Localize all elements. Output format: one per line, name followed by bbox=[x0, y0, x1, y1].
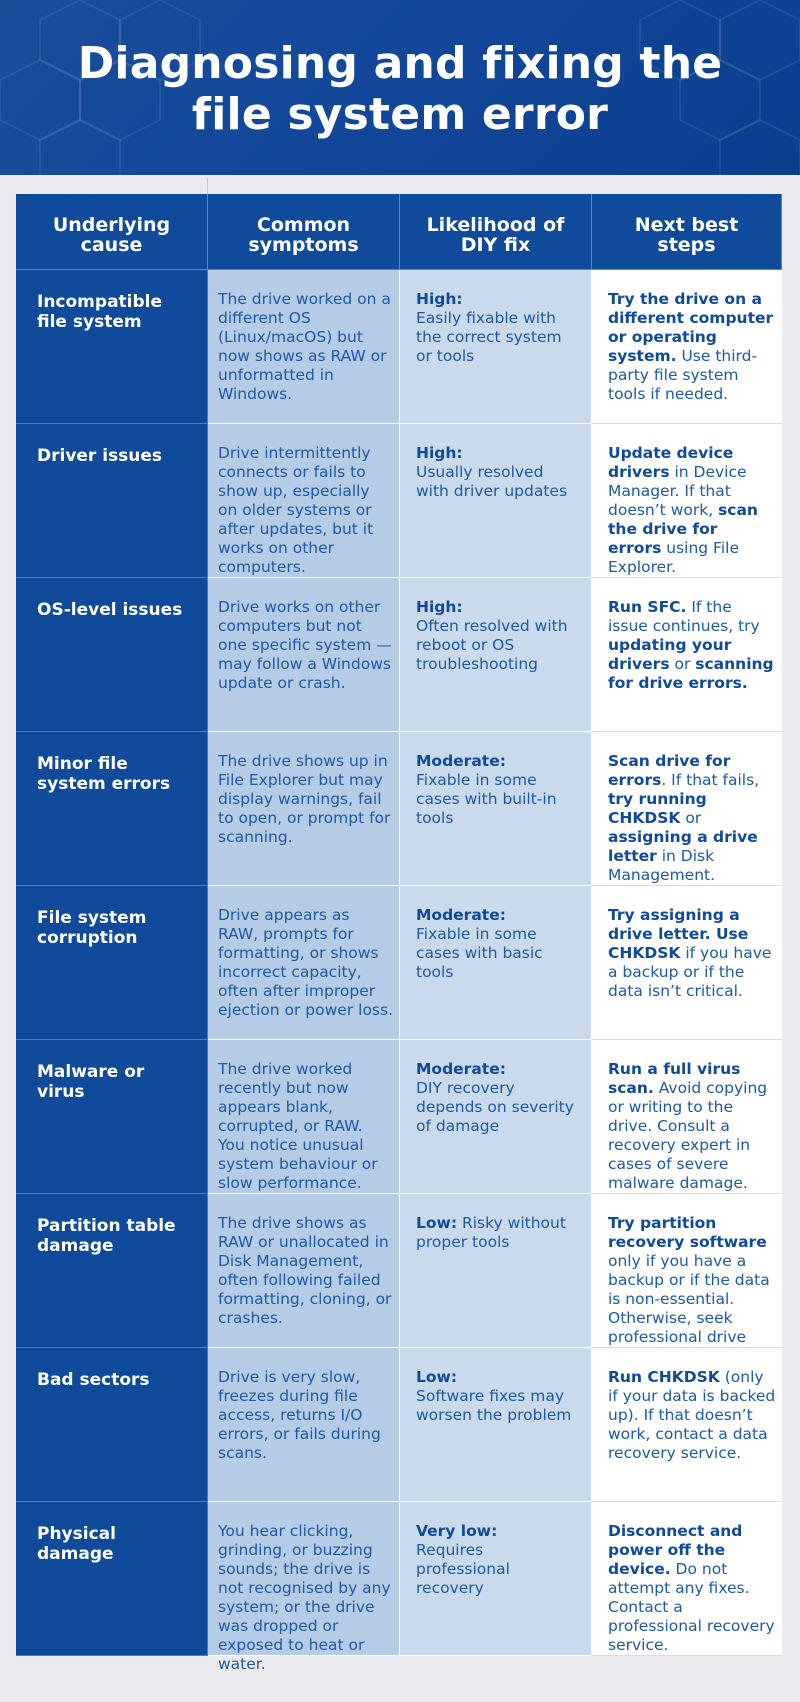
symptoms-text: The drive shows as RAW or unallocated in Disk Management, often following failed formatting, cloning, or crashes. bbox=[218, 1214, 392, 1327]
likelihood-level: Moderate: bbox=[416, 906, 506, 924]
next-step-emphasis: Try partition recovery software bbox=[608, 1214, 767, 1251]
next-step-text: . If that fails, bbox=[661, 771, 760, 789]
page-title-line-1: Diagnosing and fixing the bbox=[77, 38, 723, 89]
likelihood-cell bbox=[400, 1040, 592, 1194]
next-step-emphasis: scanning for drive errors. bbox=[608, 655, 774, 692]
likelihood-level: High: bbox=[416, 598, 463, 616]
symptoms-text: You hear clicking, grinding, or buzzing sounds; the drive is not recognised by any system; or the drive was dropped or exposed to heat or water. bbox=[218, 1522, 391, 1673]
symptoms-text: The drive shows up in File Explorer but may display warnings, fail to open, or prompt for scanning. bbox=[218, 752, 391, 846]
next-steps-cell bbox=[592, 732, 782, 886]
likelihood-text: Software fixes may worsen the problem bbox=[416, 1387, 572, 1424]
cause-cell: OS-level issues bbox=[16, 578, 208, 732]
cause-cell: Driver issues bbox=[16, 424, 208, 578]
symptoms-text: Drive is very slow, freezes during file access, returns I/O errors, or fails during scans. bbox=[218, 1368, 381, 1462]
header-underlying-cause: Underlying cause bbox=[16, 194, 208, 270]
next-step-text: Do not attempt any fixes. Contact a professional recovery service. bbox=[608, 1560, 775, 1654]
symptoms-text: Drive intermittently connects or fails to show up, especially on older systems or after updates, but it works on other computers. bbox=[218, 444, 374, 576]
cause-cell: Incompatible file system bbox=[16, 270, 208, 424]
likelihood-text: DIY recovery depends on severity of damage bbox=[416, 1079, 574, 1135]
symptoms-cell bbox=[208, 732, 400, 886]
symptoms-cell bbox=[208, 270, 400, 424]
next-step-text: using File Explorer. bbox=[608, 539, 739, 576]
likelihood-text: Requires professional recovery bbox=[416, 1541, 510, 1597]
cause-cell: Partition table damage bbox=[16, 1194, 208, 1348]
symptoms-text: Drive appears as RAW, prompts for formatting, or shows incorrect capacity, often after improper ejection or power loss. bbox=[218, 906, 394, 1019]
likelihood-text: Risky without proper tools bbox=[416, 1214, 566, 1251]
likelihood-text: Fixable in some cases with built-in tools bbox=[416, 771, 557, 827]
likelihood-text: Easily fixable with the correct system or tools bbox=[416, 309, 562, 365]
next-step-text: in Disk Management. bbox=[608, 847, 716, 884]
next-step-text: If the issue continues, try bbox=[608, 598, 760, 635]
likelihood-level: Very low: bbox=[416, 1522, 498, 1540]
likelihood-level: Low: bbox=[416, 1214, 458, 1232]
likelihood-cell bbox=[400, 886, 592, 1040]
title-banner bbox=[0, 0, 800, 175]
header-next-best-steps: Next best steps bbox=[592, 194, 782, 270]
symptoms-cell bbox=[208, 424, 400, 578]
next-step-emphasis: Run CHKDSK bbox=[608, 1368, 720, 1386]
next-steps-cell bbox=[592, 1040, 782, 1194]
next-step-emphasis: updating your drivers bbox=[608, 636, 732, 673]
next-step-emphasis: Update device drivers bbox=[608, 444, 734, 481]
header-likelihood-diy-fix: Likelihood of DIY fix bbox=[400, 194, 592, 270]
cause-cell: Bad sectors bbox=[16, 1348, 208, 1502]
next-step-emphasis: Try assigning a drive letter. Use CHKDSK bbox=[608, 906, 749, 962]
symptoms-text: Drive works on other computers but not one specific system — may follow a Windows update or crash. bbox=[218, 598, 392, 692]
column-divider-line bbox=[207, 178, 208, 194]
likelihood-text: Usually resolved with driver updates bbox=[416, 463, 568, 500]
next-steps-cell bbox=[592, 578, 782, 732]
cause-cell: File system corruption bbox=[16, 886, 208, 1040]
cause-cell: Minor file system errors bbox=[16, 732, 208, 886]
next-step-emphasis: Run a full virus scan. bbox=[608, 1060, 741, 1097]
symptoms-cell bbox=[208, 1348, 400, 1502]
likelihood-cell bbox=[400, 270, 592, 424]
next-steps-cell bbox=[592, 270, 782, 424]
next-step-text: (only if your data is backed up). If that doesn’t work, contact a data recovery service. bbox=[608, 1368, 776, 1462]
likelihood-cell bbox=[400, 732, 592, 886]
diagnosis-table bbox=[16, 194, 782, 1673]
next-step-emphasis: assigning a drive letter bbox=[608, 828, 758, 865]
next-step-emphasis: Scan drive for errors bbox=[608, 752, 731, 789]
likelihood-level: High: bbox=[416, 444, 463, 462]
page-title-line-2: file system error bbox=[191, 89, 609, 140]
page-title bbox=[0, 38, 800, 140]
likelihood-level: Moderate: bbox=[416, 752, 506, 770]
next-steps-cell bbox=[592, 1194, 782, 1348]
header-common-symptoms: Common symptoms bbox=[208, 194, 400, 270]
next-step-emphasis: Disconnect and power off the device. bbox=[608, 1522, 743, 1578]
likelihood-cell bbox=[400, 578, 592, 732]
next-step-emphasis: Try the drive on a different computer or operating system. bbox=[608, 290, 774, 365]
symptoms-text: The drive worked on a different OS (Linux/macOS) but now shows as RAW or unformatted in Windows. bbox=[218, 290, 391, 403]
next-step-text: in Device Manager. If that doesn’t work, bbox=[608, 463, 747, 519]
symptoms-text: The drive worked recently but now appears blank, corrupted, or RAW. You notice unusual system behaviour or slow performance. bbox=[218, 1060, 378, 1192]
next-steps-cell bbox=[592, 1502, 782, 1656]
likelihood-level: High: bbox=[416, 290, 463, 308]
symptoms-cell bbox=[208, 1040, 400, 1194]
symptoms-cell bbox=[208, 886, 400, 1040]
next-step-emphasis: Run SFC. bbox=[608, 598, 687, 616]
cause-cell: Physical damage bbox=[16, 1502, 208, 1656]
next-step-text: Use third-party file system tools if needed. bbox=[608, 347, 758, 403]
next-step-text: if you have a backup or if the data isn’t critical. bbox=[608, 944, 772, 1000]
likelihood-cell bbox=[400, 1348, 592, 1502]
next-step-text: or bbox=[680, 809, 702, 827]
likelihood-level: Low: bbox=[416, 1368, 458, 1386]
likelihood-text: Often resolved with reboot or OS troubleshooting bbox=[416, 617, 568, 673]
symptoms-cell bbox=[208, 1194, 400, 1348]
cause-cell: Malware or virus bbox=[16, 1040, 208, 1194]
next-step-text: only if you have a backup or if the data is non-essential. Otherwise, seek professional drive bbox=[608, 1252, 770, 1346]
likelihood-cell bbox=[400, 424, 592, 578]
likelihood-level: Moderate: bbox=[416, 1060, 506, 1078]
symptoms-cell bbox=[208, 578, 400, 732]
next-step-emphasis: try running CHKDSK bbox=[608, 790, 707, 827]
likelihood-cell bbox=[400, 1194, 592, 1348]
likelihood-cell bbox=[400, 1502, 592, 1656]
next-steps-cell bbox=[592, 886, 782, 1040]
next-step-emphasis: scan the drive for errors bbox=[608, 501, 758, 557]
next-steps-cell bbox=[592, 1348, 782, 1502]
next-step-text: Avoid copying or writing to the drive. Consult a recovery expert in cases of severe malware damage. bbox=[608, 1079, 768, 1192]
likelihood-text: Fixable in some cases with basic tools bbox=[416, 925, 543, 981]
next-steps-cell bbox=[592, 424, 782, 578]
next-step-text: or bbox=[669, 655, 696, 673]
symptoms-cell bbox=[208, 1502, 400, 1673]
